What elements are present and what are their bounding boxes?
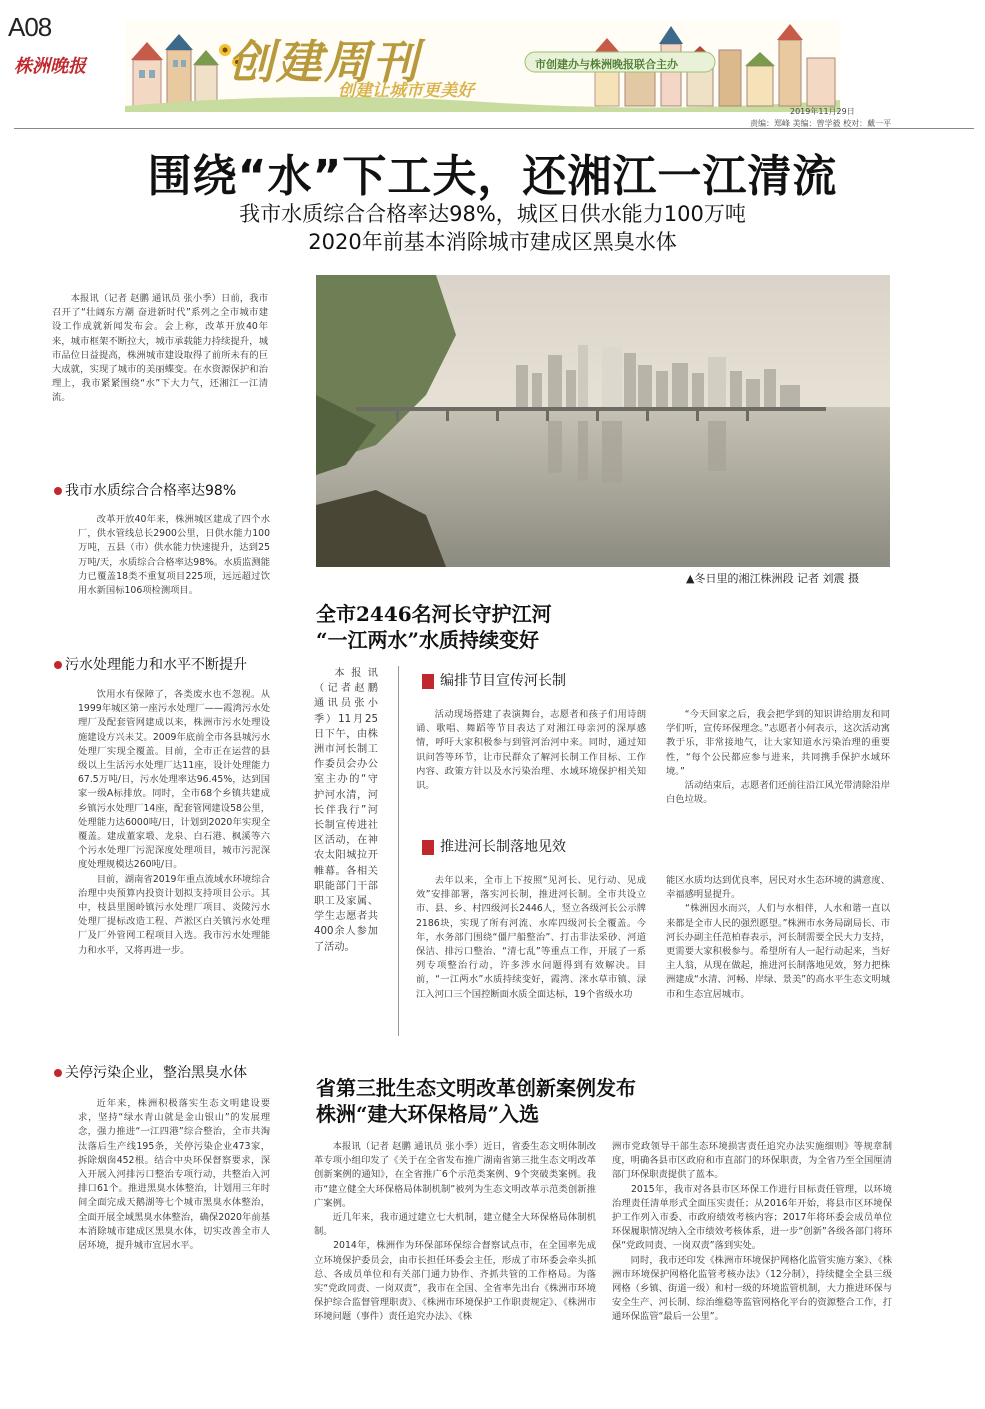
paper-name-logo: 株洲晚报 — [14, 56, 86, 77]
heading-marker-icon — [422, 840, 434, 855]
story2-title-line2: “一江两水”水质持续变好 — [316, 628, 540, 652]
section-slogan: 创建让城市更美好 — [338, 81, 474, 101]
section-heading-pollution — [54, 1062, 284, 1082]
story2-implement-paragraph-b: 能区水质均达到优良率，居民对水生态环境的满意度、幸福感明显提升。 “株洲因水而兴，人们与水相伴，人水和谐一直以来都是全市人民的强烈愿望。”株洲市水务局副局长、市河长办副主任范柏春表示，河长制需要全民大力支持，更需要大家积极参与。希望所有人一起行动起来，当好主人翁，从现在做起，推进河长制落地见效，努力把株洲建成“水清、河畅、岸绿、景美”的高水平生态文明城市和生态宜居城市。 — [666, 875, 890, 1000]
column-divider — [398, 666, 399, 1036]
heading-text: 编排节目宣传河长制 — [440, 673, 566, 689]
heading-text: 污水处理能力和水平不断提升 — [65, 657, 247, 673]
bullet-icon — [54, 1069, 62, 1077]
story2-program-paragraph-a: 活动现场搭建了表演舞台，志愿者和孩子们用诗朗诵、歌唱、舞蹈等节目表达了对湘江母亲河的深厚感情，呼吁大家积极参与到管河治河中来。同时，通过知识问答等环节，让市民群众了解河长制工作目标、工作内容、政策方针以及水污染治理、水域环境保护相关知识。 — [416, 709, 646, 792]
intro-paragraph: 本报讯（记者 赵鹏 通讯员 张小季）日前，我市召开了“壮阔东方潮 奋进新时代”系列之全市城市建设工作成就新闻发布会。会上称，改革开放40年来，城市框架不断拉大，城市承载能力持续提升，城市品位日益提高，株洲城市建设取得了前所未有的巨大成就，实现了城市的美丽蝶变。在水资源保护和治理上，我市紧紧围绕“水”下大力气，还湘江一江清流。 — [52, 293, 268, 404]
bullet-icon — [54, 487, 62, 495]
heading-marker-icon — [422, 674, 434, 689]
bullet-icon — [54, 661, 62, 669]
section-title: 创建周刊 — [228, 35, 420, 89]
story2-lead: 本报讯（记者赵鹏 通讯员张小季）11月25日下午，由株洲市河长制工作委员会办公室主办的“守护河水清，河长伴我行”河长制宣传进社区活动，在神农太阳城拉开帷幕。各相关职能部门干部职工及家属、学生志愿者共400余人参加了活动。 — [314, 668, 378, 953]
pollution-paragraph: 近年来，株洲积极落实生态文明建设要求，坚持“绿水青山就是金山银山”的发展理念，强力推进“一江四港”综合整治，全市共淘汰落后生产线195条，关停污染企业473家，拆除烟囱452根。结合中央环保督察要求，深入开展入河排污口整治专项行动，共整治入河排口61个。推进黑臭水体整治，计划用三年时间全面完成天鹅湖等七个城市黑臭水体整治，全面开展全域黑臭水体整治，确保2020年前基本消除城市建成区黑臭水体，切实改善全市人居环境，提升城市宜居水平。 — [78, 1098, 270, 1252]
river-photo — [316, 275, 890, 567]
heading-text: 我市水质综合合格率达98% — [65, 483, 237, 499]
story2-title-line1: 全市2446名河长守护江河 — [316, 602, 552, 626]
story3-title-line1: 省第三批生态文明改革创新案例发布 — [316, 1076, 636, 1100]
sewage-paragraph: 饮用水有保障了，各类废水也不忽视。从1999年城区第一座污水处理厂——霞湾污水处理厂及配套管网建成以来，株洲市污水处理设施建设方兴未艾。2009年底前全市各县城污水处理厂实现全覆盖。目前，全市正在运营的县级以上生活污水处理厂达11座，设计处理能力67.5万吨/日，污水处理率达96.45%，达到国家一级A标排放。同时，全市68个乡镇共建成乡镇污水处理厂14座，配套管网建设58公里，处理能力达6000吨/日，计划到2020年实现全覆盖。建成董家塅、龙泉、白石港、枫溪等六个污水处理厂污泥深度处理项目，城市污泥深度处理规模达260吨/日。 目前，湖南省2019年重点流域水环境综合治理中央预算内投资计划拟支持项目公示。其中，枝县里图岭镇污水处理厂项目、炎陵污水处理厂提标改造工程、芦淞区白关镇污水处理厂及厂外管网工程项目入选。我市污水处理能力和水平，又将再进一步。 — [78, 689, 270, 956]
story3-paragraph-right: 洲市党政领导干部生态环境损害责任追究办法实施细则》等规章制度，明确各县市区政府和市直部门的环保职责，为全省乃至全国厘清部门环保职责提供了蓝本。 2015年，我市对各县市区环保工作进行目标责任管理，以环境治理责任清单形式全面压实责任；从2016年开始，将县市区环境保护工作列入市委、市政府绩效考核内容；2017年将环委会成员单位环保履职情况纳入全市绩效考核体系，进一步“创新”各级各部门将环保“党政同责、一岗双责”落到实处。 同时，我市还印发《株洲市环境保护网格化监管实施方案》、《株洲市环境保护网格化监管考核办法》（12分制），持续健全全县三级网格（乡镇、街道一级）和村一级的环境监管机制，大力推进环保与安全生产、河长制、综治维稳等监管网格化平台的资源整合工作，打通环保监管“最后一公里”。 — [612, 1141, 892, 1323]
section-heading-water-quality — [54, 480, 284, 500]
story2-heading-implement — [422, 836, 566, 856]
heading-text: 推进河长制落地见效 — [440, 839, 566, 855]
story2-heading-program — [422, 670, 566, 690]
story2-program-paragraph-b: “今天回家之后，我会把学到的知识讲给朋友和同学们听，宣传环保理念。”志愿者小何表示，这次活动寓教于乐，非常接地气，让大家知道水污染治理的重要性，“每个公民都应参与进来，共同携手保护水域环境。” 活动结束后，志愿者们还前往沿江风光带清除沿岸白色垃圾。 — [666, 709, 890, 806]
water-quality-paragraph: 改革开放40年来，株洲城区建成了四个水厂，供水管线总长2900公里，日供水能力100万吨，五县（市）供水能力快速提升，达到25万吨/天，水质综合合格率达98%。水质监测能力已覆盖18类不重复项目225项，远远超过饮用水新国标106项检测项目。 — [78, 514, 270, 597]
photo-caption: ▲冬日里的湘江株洲段 记者 刘震 摄 — [686, 572, 859, 585]
page-number: A08 — [8, 12, 52, 42]
cohost-label: 市创建办与株洲晚报联合主办 — [535, 58, 678, 71]
issue-date: 2019年11月29日 — [790, 107, 855, 116]
section-heading-sewage — [54, 654, 284, 674]
subheadline-1: 我市水质综合合格率达98%，城区日供水能力100万吨 — [239, 202, 746, 226]
heading-text: 关停污染企业，整治黑臭水体 — [65, 1065, 247, 1081]
story3-title-line2: 株洲“建大环保格局”入选 — [316, 1102, 540, 1126]
subheadline-2: 2020年前基本消除城市建成区黑臭水体 — [308, 230, 677, 254]
story3-paragraph-left: 本报讯（记者 赵鹏 通讯员 张小季）近日，省委生态文明体制改革专项小组印发了《关于在全省发布推广湖南省第三批生态文明改革创新案例的通知》，在全省推广6个示范类案例、9个突破类案例。我市“建立健全大环保格局体制机制”被列为生态文明改革示范类创新推广案例。 近几年来，我市通过建立七大机制，建立健全大环保格局体制机制。 2014年，株洲作为环保部环保综合督察试点市，在全国率先成立环境保护委员会，由市长担任环委会主任，形成了市环委会牵头抓总、各成员单位和有关部门通力协作、齐抓共管的工作格局。为落实“党政同责、一岗双责”，我市在全国、全省率先出台《株洲市环境保护综合监督管理职责》、《株洲市环境保护工作职责规定》、《株洲市环境问题（事件）责任追究办法》、《株 — [314, 1141, 596, 1323]
editors-credit: 责编：郑峰 美编：曾学毅 校对：戴一平 — [750, 119, 892, 128]
story2-implement-paragraph-a: 去年以来，全市上下按照“见河长、见行动、见成效”安排部署，落实河长制，推进河长制。全市共设立市、县、乡、村四级河长2446人，竖立各级河长公示牌2186块，实现了所有河流、水库四级河长全覆盖。今年，水务部门围绕“僵尸船整治”、打击非法采砂、河道保洁、排污口整治、“清七乱”等重点工作，开展了一系列专项整治行动，许多涉水问题得到有效解决。目前，“一江两水”水质持续变好，霞湾、洣水草市镇、渌江入河口三个国控断面水质全面达标，19个省级水功 — [416, 875, 646, 1000]
main-headline: 围绕“水”下工夫，还湘江一江清流 — [147, 151, 838, 202]
header-divider — [14, 128, 974, 129]
xiang-river-skyline-image — [316, 275, 890, 567]
